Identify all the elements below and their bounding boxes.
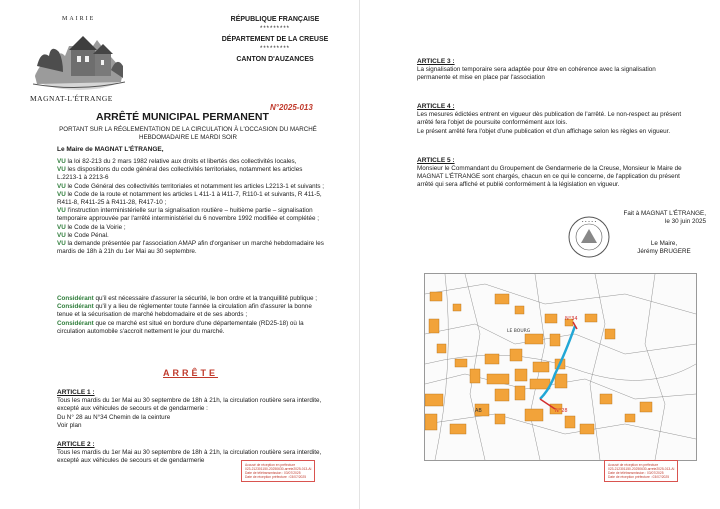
considerant-list (57, 295, 325, 336)
maire-heading: Le Maire de MAGNAT L'ÉTRANGE, (57, 146, 164, 153)
vu-item: VU le Code de la Voirie ; (57, 223, 126, 231)
map-label-n34: N°34 (565, 316, 578, 322)
departement: DÉPARTEMENT DE LA CREUSE (221, 36, 329, 43)
vu-item: VU la loi 82-213 du 2 mars 1982 relative aux droits et libertés des collectivités locales, (57, 158, 297, 165)
signature-block: Le Maire, Jérémy BRUGERE (637, 240, 691, 256)
article-3-heading: ARTICLE 3 : (417, 58, 455, 65)
prefecture-receipt-stamp: Accusé de réception en préfecture 023-212301150-20250630-arrete2025-013-AI Date de télétransmission : 03/07/2025 Date de réception préfecture : 03/07/2025 (604, 460, 678, 482)
article-2-heading: ARTICLE 2 : (57, 441, 95, 448)
map-label-le-bourg: LE BOURG (507, 329, 531, 334)
article-4-text-2: Le présent arrêté fera l'objet d'une publication et d'un affichage selon les règles en vigueur. (417, 128, 671, 135)
vu-item: VU l'instruction interministérielle sur la signalisation routière – huitième partie – signalisation temporaire approuvée par l'arrêté interministériel du 6 novembre 1992 modifiée et complétée ; (57, 207, 319, 223)
vu-item: VU la demande présentée par l'association AMAP afin d'organiser un marché hebdomadaire les mardis de 18h à 21h du 1er Mai au 30 septembre. (57, 240, 324, 256)
article-1-heading: ARTICLE 1 : (57, 389, 95, 396)
document-subtitle: PORTANT SUR LA RÉGLEMENTATION DE LA CIRCULATION À L'OCCASION DU MARCHÉ HEBDOMADAIRE LE MARDI SOIR (59, 126, 317, 141)
town-hall-engraving (33, 26, 125, 92)
signature-place-date: Fait à MAGNAT L'ÉTRANGE, le 30 juin 2025 (623, 210, 706, 226)
considerant-item: Considérant qu'il est nécessaire d'assurer la sécurité, le bon ordre et la tranquillité publique ; (57, 295, 318, 302)
vu-item: VU le Code Général des collectivités territoriales et notamment les articles L2213-1 et suivants ; (57, 182, 325, 190)
article-5-heading: ARTICLE 5 : (417, 157, 455, 164)
map-label-ab: AB (475, 408, 482, 414)
article-1-plan-reference: Voir plan (57, 422, 82, 429)
commune-name: MAGNAT-L'ÉTRANGE (30, 94, 113, 103)
arrete-number: N°2025-013 (270, 103, 313, 112)
cadastral-plan-map (424, 273, 697, 461)
map-label-n28: N°28 (555, 408, 568, 414)
article-1-detail: Du N° 28 au N°34 Chemin de la ceinture (57, 414, 171, 421)
vu-item: VU les dispositions du code général des collectivités territoriales, notamment les articles L.2213-1 à 2213-6 (57, 166, 303, 182)
svg-text:• • • • •: • • • • • (581, 220, 597, 224)
mairie-label: MAIRIE (62, 16, 96, 22)
considerant-item: Considérant que ce marché est situé en bordure d'une départementale (RD25-18) où la circulation automobile s'accroit nettement le jour du marché. (57, 319, 304, 335)
vu-item: VU le Code Pénal. (57, 231, 109, 239)
article-5-text: Monsieur le Commandant du Groupement de Gendarmerie de la Creuse, Monsieur le Maire de MAGNAT L'ÉTRANGE sont chargés, chacun en ce qui le concerne, de l'application du présent arrêté qui sera affiché et publié conformément à la législation en vigueur. (417, 165, 682, 189)
vu-list (57, 158, 325, 256)
separator-stars: ********* (259, 46, 290, 52)
right-page (360, 0, 720, 509)
separator-stars: ********* (259, 26, 290, 32)
vu-item: VU le Code de la route et notamment les articles L 411-1 à l411-7, R110-1 et suivants, R 411-5, R411-8, R411-25 à R411-28, R417-10 ; (57, 190, 322, 207)
prefecture-receipt-stamp: Accusé de réception en préfecture 023-212301150-20250630-arrete2025-013-AI Date de télétransmission : 03/07/2025 Date de réception préfecture : 03/07/2025 (241, 460, 315, 482)
article-2-text: Tous les mardis du 1er Mai au 30 septembre de 18h à 21h, la circulation routière sera interdite, excepté aux véhicules de secours et de gendarmerie (57, 449, 322, 465)
mairie-seal-stamp (567, 215, 611, 259)
canton: CANTON D'AUZANCES (236, 56, 314, 63)
article-4-text: Les mesures édictées entrent en vigueur dès publication de l'arrêté. Le non-respect au présent arrêté fera l'objet de poursuite conformément aux lois. (417, 111, 682, 127)
arrete-heading: ARRÊTE (163, 368, 219, 378)
republique-francaise: RÉPUBLIQUE FRANÇAISE (230, 16, 320, 23)
article-3-text: La signalisation temporaire sera adaptée pour être en cohérence avec la signalisation permanente et mise en place par l'association (417, 66, 656, 82)
document-title: ARRÊTÉ MUNICIPAL PERMANENT (96, 111, 269, 123)
article-4-heading: ARTICLE 4 : (417, 103, 455, 110)
considerant-item: Considérant qu'il y a lieu de réglementer toute l'année la circulation afin d'assurer la bonne tenue et la sécurisation de marché hebdomadaire et de ses abords ; (57, 303, 312, 319)
article-1-text: Tous les mardis du 1er Mai au 30 septembre de 18h à 21h, la circulation routière sera interdite, excepté aux véhicules de secours et de gendarmerie : (57, 397, 322, 413)
